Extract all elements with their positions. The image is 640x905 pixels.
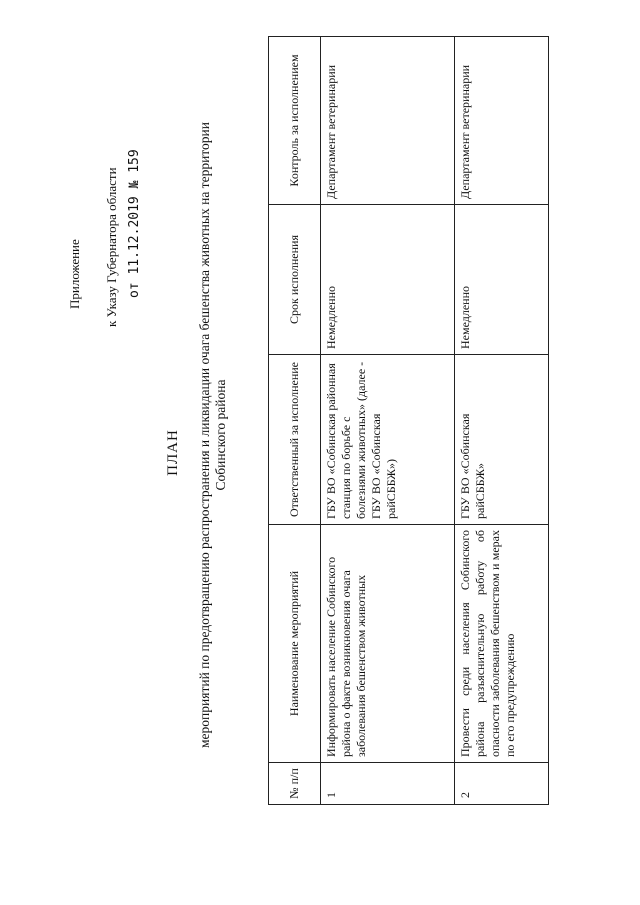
table-row [455,37,549,805]
column-header-action: Наименование мероприятий [269,525,321,763]
row-number: 1 [321,763,455,805]
decree-date-number: от 11.12.2019 № 159 [127,149,142,298]
document-title: ПЛАН [165,429,181,476]
table-header-row [269,37,321,805]
plan-table [268,36,549,805]
row-action: Провести среди населения Собинского района разъяснительную работу об опасности заболевания бешенством и мерах по его предупреждению [455,525,549,763]
column-header-responsible: Ответственный за исполнение [269,355,321,525]
row-deadline: Немедленно [455,205,549,355]
row-control: Департамент ветеринарии [455,37,549,205]
column-header-control: Контроль за исполнением [269,37,321,205]
row-control: Департамент ветеринарии [321,37,455,205]
column-header-number: № п/п [269,763,321,805]
document-subtitle: мероприятий по предотвращению распространения и ликвидации очага бешенства животных на территории Собинского района [197,122,228,748]
row-responsible: ГБУ ВО «Собинская районная станция по борьбе с болезнями животных» (далее - ГБУ ВО «Собинская райСББЖ») [321,355,455,525]
row-number: 2 [455,763,549,805]
decree-reference: к Указу Губернатора области [104,167,119,327]
appendix-label: Приложение [67,239,82,309]
table-row [321,37,455,805]
row-action: Информировать население Собинского района о факте возникновения очага заболевания бешенством животных [321,525,455,763]
row-responsible: ГБУ ВО «Собинская райСББЖ» [455,355,549,525]
column-header-deadline: Срок исполнения [269,205,321,355]
row-deadline: Немедленно [321,205,455,355]
